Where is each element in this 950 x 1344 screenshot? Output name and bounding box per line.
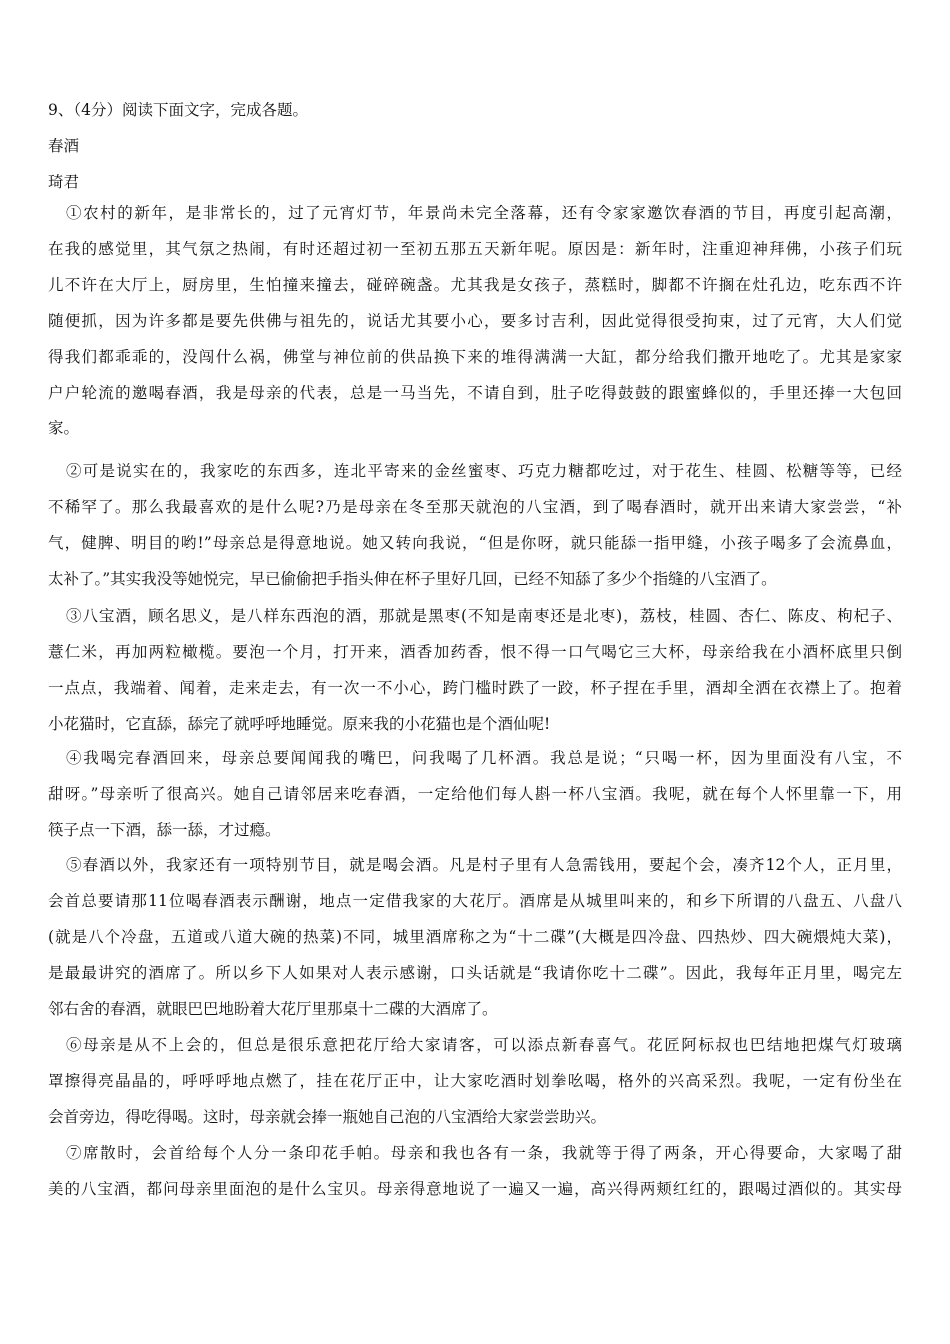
paragraph-number: ⑥	[66, 1036, 84, 1054]
paragraph-line	[48, 1179, 902, 1199]
paragraph-line	[48, 311, 902, 331]
paragraph-first-line	[66, 461, 902, 481]
paragraph-text: 得我们都乖乖的，没闯什么祸，佛堂与神位前的供品换下来的堆得满满一大缸，都分给我们撒开地吃了。尤其是家家	[48, 347, 902, 366]
paragraph-text: 农村的新年，是非常长的，过了元宵灯节，年景尚未完全落幕，还有令家家邀饮春酒的节目，再度引起高潮，	[83, 204, 902, 222]
paragraph-text: (就是八个冷盘，五道或八道大碗的热菜)不同，城里酒席称之为“十二碟”(大概是四冷盘、四热炒、四大碗煨炖大菜)，	[48, 927, 902, 946]
paragraph-text: 甜呀。”母亲听了很高兴。她自己请邻居来吃春酒，一定给他们每人斟一杯八宝酒。我呢，就在每个人怀里靠一下，用	[48, 784, 902, 803]
paragraph-number: ⑤	[66, 856, 83, 874]
paragraph-text: 会首总要请那11位喝春酒表示酬谢，地点一定借我家的大花厅。酒席是从城里叫来的，和乡下所谓的八盘五、八盘八	[48, 891, 902, 910]
paragraph-text: 会首旁边，得吃得喝。这时，母亲就会捧一瓶她自己泡的八宝酒给大家尝尝助兴。	[48, 1107, 607, 1126]
paragraph-first-line	[66, 606, 902, 626]
article-author: 琦君	[48, 173, 80, 191]
paragraph-text: 春酒以外，我家还有一项特别节目，就是喝会酒。凡是村子里有人急需钱用，要起个会，凑齐12个人，正月里，	[82, 856, 902, 874]
paragraph-first-line	[66, 855, 902, 875]
article-title: 春酒	[48, 137, 80, 155]
question-heading: 9、（4分）阅读下面文字，完成各题。	[48, 101, 308, 119]
paragraph-first-line	[66, 1143, 902, 1163]
paragraph-text: 我喝完春酒回来，母亲总要闻闻我的嘴巴，问我喝了几杯酒。我总是说；“只喝一杯，因为里面没有八宝，不	[83, 749, 902, 767]
paragraph-line	[48, 533, 902, 553]
paragraph-text: 不稀罕了。那么我最喜欢的是什么呢?乃是母亲在冬至那天就泡的八宝酒，到了喝春酒时，就开出来请大家尝尝，“补	[48, 497, 902, 516]
paragraph-number: ①	[66, 204, 84, 222]
paragraph-line	[48, 820, 281, 840]
paragraph-first-line	[66, 203, 902, 223]
paragraph-first-line	[66, 748, 902, 768]
paragraph-text: 八宝酒，顾名思义，是八样东西泡的酒，那就是黑枣(不知是南枣还是北枣)，荔枝，桂圆、杏仁、陈皮、枸杞子、	[82, 607, 902, 625]
paragraph-number: ②	[66, 462, 83, 480]
paragraph-line	[48, 999, 498, 1019]
paragraph-line	[48, 678, 902, 698]
paragraph-text: 席散时，会首给每个人分一条印花手帕。母亲和我也各有一条，我就等于得了两条，开心得要命，大家喝了甜	[83, 1144, 902, 1162]
paragraph-text: 美的八宝酒，都问母亲里面泡的是什么宝贝。母亲得意地说了一遍又一遍，高兴得两颊红红的，跟喝过酒似的。其实母	[48, 1179, 902, 1198]
paragraph-line	[48, 784, 902, 804]
paragraph-text: 家。	[48, 419, 80, 438]
paragraph-line	[48, 714, 550, 734]
paragraph-text: 筷子点一下酒，舔一舔，才过瘾。	[48, 820, 281, 839]
paragraph-number: ③	[66, 607, 83, 625]
paragraph-number: ④	[66, 749, 84, 767]
paragraph-text: 在我的感觉里，其气氛之热闹，有时还超过初一至初五那五天新年呢。原因是：新年时，注重迎神拜佛，小孩子们玩	[48, 239, 902, 258]
paragraph-text: 可是说实在的，我家吃的东西多，连北平寄来的金丝蜜枣、巧克力糖都吃过，对于花生、桂圆、松糖等等，已经	[82, 462, 902, 480]
paragraph-line	[48, 1107, 606, 1127]
paragraph-line	[48, 383, 902, 403]
paragraph-text: 太补了。”其实我没等她悦完，早已偷偷把手指头伸在杯子里好几回，已经不知舔了多少个指缝的八宝酒了。	[48, 569, 777, 588]
paragraph-text: 邻右舍的春酒，就眼巴巴地盼着大花厅里那桌十二碟的大酒席了。	[48, 999, 498, 1018]
paragraph-line	[48, 927, 902, 947]
paragraph-text: 薏仁米，再加两粒橄榄。要泡一个月，打开来，酒香加药香，恨不得一口气喝它三大杯，母亲给我在小酒杯底里只倒	[48, 642, 902, 661]
paragraph-line	[48, 418, 79, 438]
paragraph-line	[48, 275, 902, 295]
paragraph-text: 小花猫时，它直舔，舔完了就呼呼地睡觉。原来我的小花猫也是个酒仙呢!	[48, 714, 551, 733]
paragraph-number: ⑦	[66, 1144, 84, 1162]
paragraph-text: 母亲是从不上会的，但总是很乐意把花厅给大家请客，可以添点新春喜气。花匠阿标叔也巴结地把煤气灯玻璃	[83, 1036, 902, 1054]
paragraph-text: 一点点，我端着、闻着，走来走去，有一次一不小心，跨门槛时跌了一跤，杯子捏在手里，酒却全洒在衣襟上了。抱着	[48, 678, 902, 697]
paragraph-text: 罩擦得亮晶晶的，呼呼呼地点燃了，挂在花厅正中，让大家吃酒时划拳吆喝，格外的兴高采烈。我呢，一定有份坐在	[48, 1071, 902, 1090]
paragraph-line	[48, 497, 902, 517]
paragraph-line	[48, 642, 902, 662]
paragraph-first-line	[66, 1035, 902, 1055]
paragraph-text: 气，健脾、明目的哟!”母亲总是得意地说。她又转向我说，“但是你呀，就只能舔一指甲缝，小孩子喝多了会流鼻血，	[48, 533, 902, 552]
paragraph-line	[48, 239, 902, 259]
paragraph-text: 儿不许在大厅上，厨房里，生怕撞来撞去，碰碎碗盏。尤其我是女孩子，蒸糕时，脚都不许搁在灶孔边，吃东西不许	[48, 275, 902, 294]
paragraph-line	[48, 963, 902, 983]
paragraph-text: 户户轮流的邀喝春酒，我是母亲的代表，总是一马当先，不请自到，肚子吃得鼓鼓的跟蜜蜂似的，手里还捧一大包回	[48, 383, 902, 402]
paragraph-text: 是最最讲究的酒席了。所以乡下人如果对人表示感谢，口头话就是“我请你吃十二碟”。因此，我每年正月里，喝完左	[48, 963, 902, 982]
paragraph-text: 随便抓，因为许多都是要先供佛与祖先的，说话尤其要小心，要多讨吉利，因此觉得很受拘束，过了元宵，大人们觉	[48, 311, 902, 330]
paragraph-line	[48, 347, 902, 367]
paragraph-line	[48, 1071, 902, 1091]
paragraph-line	[48, 891, 902, 911]
paragraph-line	[48, 569, 777, 589]
